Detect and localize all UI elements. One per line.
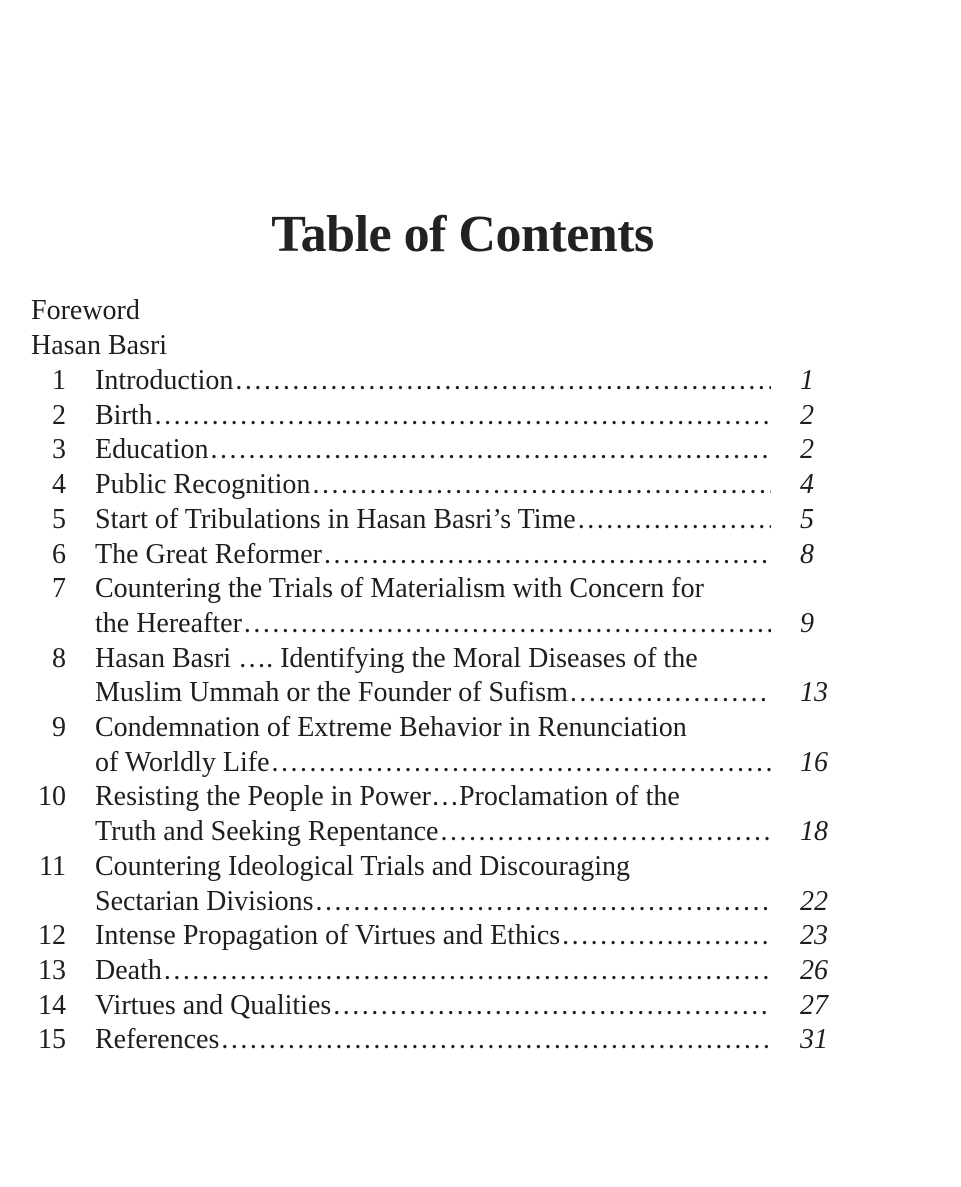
toc-entry-page-number: 26 — [800, 954, 828, 986]
toc-entry-title-line: Sectarian Divisions — [95, 885, 314, 917]
toc-entry-title-line: Countering the Trials of Materialism with Concern for — [95, 573, 704, 605]
toc-entry — [0, 954, 961, 989]
toc-entry — [0, 433, 961, 468]
toc-entry — [0, 538, 961, 573]
dot-leader — [153, 399, 771, 434]
toc-entry-title-line: Muslim Ummah or the Founder of Sufism — [95, 677, 568, 709]
page-title: Table of Contents — [271, 205, 654, 263]
toc-entry-number: 3 — [52, 434, 66, 466]
dot-leader — [314, 885, 771, 920]
dot-leader — [209, 433, 771, 468]
toc-entry-title-line: Public Recognition — [95, 469, 311, 501]
dot-leader — [242, 607, 771, 642]
toc-entry — [0, 503, 961, 538]
foreword-entry: Foreword — [31, 295, 140, 326]
toc-entry-title-line: Education — [95, 434, 209, 466]
toc-entry-page-number: 18 — [800, 816, 828, 848]
toc-entry — [0, 642, 961, 711]
dot-leader — [560, 919, 771, 954]
toc-entry-title-line: Resisting the People in Power…Proclamation of the — [95, 781, 680, 813]
toc-entry-number: 9 — [52, 712, 66, 744]
toc-entry-title-line: The Great Reformer — [95, 538, 322, 570]
toc-entry-page-number: 1 — [800, 365, 814, 396]
toc-entry-number: 5 — [52, 503, 66, 535]
toc-entry — [0, 1023, 961, 1058]
toc-entry — [0, 399, 961, 434]
dot-leader — [331, 989, 771, 1024]
toc-entry-number: 11 — [39, 850, 66, 882]
toc-entry — [0, 850, 961, 919]
toc-entry-page-number: 23 — [800, 920, 828, 952]
toc-entry-title-line: References — [95, 1024, 220, 1056]
toc-entry — [0, 919, 961, 954]
dot-leader — [576, 503, 771, 538]
toc-entry-title-line: Hasan Basri …. Identifying the Moral Diseases of the — [95, 642, 698, 674]
toc-entry-title-line: Birth — [95, 399, 153, 431]
toc-entry-title-line: Condemnation of Extreme Behavior in Renunciation — [95, 712, 687, 744]
toc-entry-page-number: 16 — [800, 746, 828, 778]
toc-entry — [0, 364, 961, 399]
toc-entry — [0, 572, 961, 641]
toc-entry-number: 6 — [52, 538, 66, 570]
dot-leader — [233, 364, 771, 399]
toc-entry — [0, 468, 961, 503]
toc-entry-page-number: 2 — [800, 399, 814, 431]
toc-entry-number: 8 — [52, 642, 66, 674]
toc-entry-title-line: Death — [95, 954, 162, 986]
dot-leader — [310, 468, 771, 503]
toc-entry-number: 4 — [52, 469, 66, 501]
toc-list — [0, 364, 961, 1058]
toc-entry-title-line: Countering Ideological Trials and Discouraging — [95, 850, 631, 882]
toc-entry-page-number: 27 — [800, 989, 828, 1021]
toc-entry-page-number: 13 — [800, 677, 828, 709]
author-heading: Hasan Basri — [31, 330, 168, 361]
toc-entry-title-line: Intense Propagation of Virtues and Ethics — [95, 920, 561, 952]
toc-entry-page-number: 22 — [800, 885, 828, 917]
toc-entry — [0, 711, 961, 780]
toc-entry — [0, 780, 961, 849]
toc-entry-number: 15 — [38, 1024, 66, 1056]
dot-leader — [322, 538, 771, 573]
dot-leader — [270, 746, 771, 781]
toc-entry-page-number: 2 — [800, 434, 814, 466]
toc-entry-number: 12 — [38, 920, 66, 952]
toc-entry — [0, 989, 961, 1024]
toc-entry-number: 10 — [38, 781, 66, 813]
toc-entry-number: 14 — [38, 989, 66, 1021]
toc-entry-title-line: of Worldly Life — [95, 746, 270, 778]
toc-entry-title-line: the Hereafter — [95, 607, 242, 639]
toc-entry-page-number: 9 — [800, 607, 814, 639]
toc-entry-page-number: 4 — [800, 469, 814, 501]
dot-leader — [438, 815, 771, 850]
dot-leader — [568, 676, 771, 711]
dot-leader — [219, 1023, 771, 1058]
toc-entry-page-number: 8 — [800, 538, 814, 570]
toc-entry-page-number: 5 — [800, 503, 814, 535]
toc-entry-title-line: Truth and Seeking Repentance — [95, 816, 439, 848]
toc-entry-number: 13 — [38, 954, 66, 986]
toc-entry-page-number: 31 — [800, 1024, 828, 1056]
toc-entry-title-line: Virtues and Qualities — [95, 989, 332, 1021]
toc-entry-title-line: Introduction — [95, 365, 234, 396]
toc-entry-number: 7 — [52, 573, 66, 605]
toc-entry-title-line: Start of Tribulations in Hasan Basri’s Time — [95, 503, 576, 535]
toc-entry-number: 1 — [52, 365, 66, 396]
dot-leader — [162, 954, 771, 989]
toc-entry-number: 2 — [52, 399, 66, 431]
